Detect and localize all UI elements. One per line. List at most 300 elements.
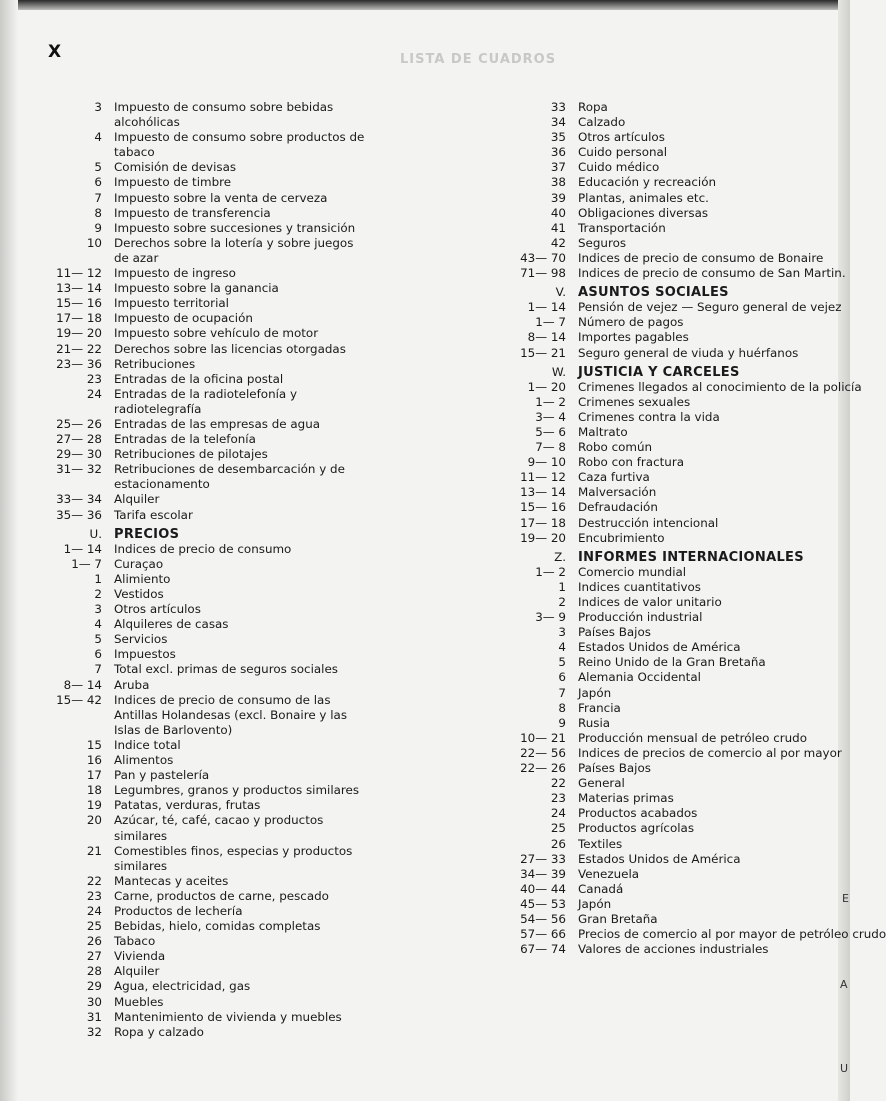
edge-letter: U xyxy=(840,1062,849,1075)
running-head: LISTA DE CUADROS xyxy=(400,52,557,67)
table-entry xyxy=(20,342,470,357)
table-entry xyxy=(20,647,470,662)
table-number: 22— 56 xyxy=(520,745,566,760)
table-title: Aruba xyxy=(114,677,150,692)
table-number: 36 xyxy=(550,145,566,160)
table-number: 17— 18 xyxy=(56,311,102,326)
table-entry xyxy=(472,251,850,266)
table-number: 19— 20 xyxy=(520,530,566,545)
table-entry xyxy=(20,357,470,372)
table-title: Total excl. primas de seguros sociales xyxy=(114,662,338,677)
table-entry xyxy=(20,236,470,266)
table-title: Malversación xyxy=(578,485,657,500)
table-number: 25— 26 xyxy=(56,416,102,431)
table-title: Obligaciones diversas xyxy=(578,205,709,220)
table-number: 4 xyxy=(558,640,566,655)
table-number: 54— 56 xyxy=(520,911,566,926)
left-column xyxy=(20,100,470,1040)
table-entry xyxy=(20,542,470,557)
table-entry xyxy=(20,919,470,934)
table-entry xyxy=(472,731,850,746)
table-number: 34— 39 xyxy=(520,866,566,881)
table-number: 35 xyxy=(550,130,566,145)
table-entry xyxy=(20,1025,470,1040)
table-number: 42 xyxy=(550,235,566,250)
table-number: 20 xyxy=(86,813,102,828)
table-number: 3— 9 xyxy=(535,610,566,625)
table-number: 10 xyxy=(86,235,102,250)
table-title: Crimenes contra la vida xyxy=(578,409,720,424)
table-title: Indices cuantitativos xyxy=(578,579,702,594)
table-number: 3 xyxy=(558,625,566,640)
table-number: 27— 33 xyxy=(520,851,566,866)
table-number: 6 xyxy=(94,175,102,190)
table-title: Impuesto de ocupación xyxy=(114,311,253,326)
table-entry xyxy=(20,206,470,221)
table-entry xyxy=(20,508,470,523)
table-entry xyxy=(472,145,850,160)
table-entry xyxy=(472,580,850,595)
table-title: Comercio mundial xyxy=(578,564,687,579)
section-letter: W. xyxy=(551,364,566,379)
table-number: 4 xyxy=(94,617,102,632)
table-title: Importes pagables xyxy=(578,330,689,345)
table-number: 25 xyxy=(86,919,102,934)
table-title: Patatas, verduras, frutas xyxy=(114,798,261,813)
table-number: 9 xyxy=(94,220,102,235)
table-number: 8 xyxy=(558,700,566,715)
table-entry xyxy=(472,100,850,115)
table-number: 7 xyxy=(558,685,566,700)
table-number: 28 xyxy=(86,964,102,979)
table-number: 3— 4 xyxy=(535,409,566,424)
table-number: 23 xyxy=(86,371,102,386)
table-title: Productos de lechería xyxy=(114,903,243,918)
table-title: Tabaco xyxy=(114,934,156,949)
table-title: Crimenes llegados al conocimiento de la policía xyxy=(578,379,862,394)
table-title: Países Bajos xyxy=(578,625,651,640)
table-entry xyxy=(472,655,850,670)
table-number: 16 xyxy=(86,753,102,768)
table-number: 8— 14 xyxy=(527,330,566,345)
table-title: Muebles xyxy=(114,994,164,1009)
table-title: Valores de acciones industriales xyxy=(578,942,769,957)
table-title: Impuesto sobre vehículo de motor xyxy=(114,326,319,341)
table-entry xyxy=(20,662,470,677)
table-number: 13— 14 xyxy=(56,281,102,296)
table-title: Mantecas y aceites xyxy=(114,873,229,888)
table-number: 29 xyxy=(86,979,102,994)
table-entry xyxy=(20,934,470,949)
table-title: Derechos sobre las licencias otorgadas xyxy=(114,341,346,356)
table-title: General xyxy=(578,776,625,791)
table-entry xyxy=(472,221,850,236)
table-entry xyxy=(20,874,470,889)
table-title: Defraudación xyxy=(578,500,658,515)
table-entry xyxy=(472,882,850,897)
table-title: Alimentos xyxy=(114,753,174,768)
table-number: 27 xyxy=(86,949,102,964)
table-title: Materias primas xyxy=(578,791,674,806)
table-title: Impuesto de ingreso xyxy=(114,266,236,281)
section-letter: Z. xyxy=(554,549,566,564)
table-entry xyxy=(472,516,850,531)
table-number: 6 xyxy=(94,647,102,662)
table-number: 1— 7 xyxy=(71,556,102,571)
table-title: Producción industrial xyxy=(578,610,703,625)
table-number: 35— 36 xyxy=(56,507,102,522)
table-number: 1 xyxy=(558,579,566,594)
table-entry xyxy=(472,379,862,395)
table-number: 19— 20 xyxy=(56,326,102,341)
section-heading xyxy=(472,285,850,300)
table-entry xyxy=(20,693,470,738)
table-number: 24 xyxy=(550,806,566,821)
table-entry xyxy=(472,610,850,625)
table-entry xyxy=(20,889,470,904)
section-title: INFORMES INTERNACIONALES xyxy=(578,549,804,565)
table-number: 34 xyxy=(550,115,566,130)
table-entry xyxy=(472,236,850,251)
table-number: 17— 18 xyxy=(520,515,566,530)
table-entry xyxy=(20,753,470,768)
table-entry xyxy=(472,315,850,330)
table-number: 1— 14 xyxy=(63,541,102,556)
table-entry xyxy=(20,266,470,281)
table-title: Tarifa escolar xyxy=(114,507,193,522)
table-title: Producción mensual de petróleo crudo xyxy=(578,730,807,745)
table-entry xyxy=(20,798,470,813)
table-entry xyxy=(472,485,850,500)
table-title: Calzado xyxy=(578,115,626,130)
table-number: 21— 22 xyxy=(56,341,102,356)
table-title: Canadá xyxy=(578,881,624,896)
table-title: Mantenimiento de vivienda y muebles xyxy=(114,1009,342,1024)
table-title: Alemania Occidental xyxy=(578,670,701,685)
table-title: Indices de precio de consumo de San Martin. xyxy=(578,266,846,281)
table-number: 71— 98 xyxy=(520,266,566,281)
page-binding-shadow xyxy=(0,0,18,1101)
table-number: 23— 36 xyxy=(56,356,102,371)
table-title: Ropa xyxy=(578,100,608,114)
table-entry xyxy=(472,791,850,806)
table-number: 41 xyxy=(550,220,566,235)
table-number: 10— 21 xyxy=(520,730,566,745)
table-entry xyxy=(472,115,850,130)
table-entry xyxy=(472,927,886,942)
section-title: PRECIOS xyxy=(114,526,180,542)
edge-letter: E xyxy=(842,892,849,905)
table-number: 22 xyxy=(86,873,102,888)
table-number: 11— 12 xyxy=(56,266,102,281)
table-entry xyxy=(472,206,850,221)
table-number: 15— 42 xyxy=(56,692,102,707)
table-entry xyxy=(20,557,470,572)
table-title: Retribuciones de desembarcación y de estacionamento xyxy=(114,462,345,492)
table-title: Robo con fractura xyxy=(578,455,685,470)
table-number: 8 xyxy=(94,205,102,220)
table-title: Impuesto territorial xyxy=(114,296,229,311)
table-number: 38 xyxy=(550,175,566,190)
table-title: Legumbres, granos y productos similares xyxy=(114,783,360,798)
table-title: Encubrimiento xyxy=(578,530,665,545)
table-title: Transportación xyxy=(578,220,666,235)
table-entry xyxy=(20,949,470,964)
section-title: JUSTICIA Y CARCELES xyxy=(578,364,740,380)
table-title: Seguro general de viuda y huérfanos xyxy=(578,345,799,360)
table-number: 3 xyxy=(94,100,102,114)
table-number: 1— 14 xyxy=(527,300,566,315)
table-title: Pan y pastelería xyxy=(114,768,210,783)
table-entry xyxy=(20,678,470,693)
table-number: 17 xyxy=(86,768,102,783)
table-title: Alquileres de casas xyxy=(114,617,229,632)
table-number: 33— 34 xyxy=(56,492,102,507)
table-entry xyxy=(20,296,470,311)
table-number: 11— 12 xyxy=(520,470,566,485)
table-title: Impuesto de consumo sobre productos de tabaco xyxy=(114,130,365,160)
table-number: 18 xyxy=(86,783,102,798)
table-entry xyxy=(472,330,850,345)
table-entry xyxy=(20,221,470,236)
table-number: 24 xyxy=(86,386,102,401)
table-entry xyxy=(472,942,850,957)
table-entry xyxy=(20,100,470,130)
section-letter: V. xyxy=(555,285,566,300)
table-title: Entradas de la oficina postal xyxy=(114,371,284,386)
table-number: 30 xyxy=(86,994,102,1009)
table-number: 1— 2 xyxy=(535,394,566,409)
table-entry xyxy=(472,191,850,206)
table-title: Entradas de la radiotelefonía y radiotelegrafía xyxy=(114,386,298,416)
table-number: 5 xyxy=(94,160,102,175)
table-entry xyxy=(20,387,470,417)
table-entry xyxy=(472,266,850,281)
table-title: Comisión de devisas xyxy=(114,160,237,175)
table-title: Reino Unido de la Gran Bretaña xyxy=(578,655,766,670)
table-title: Vestidos xyxy=(114,587,164,601)
table-entry xyxy=(20,1010,470,1025)
table-title: Curaçao xyxy=(114,556,164,571)
table-entry xyxy=(472,912,850,927)
table-number: 24 xyxy=(86,903,102,918)
table-number: 67— 74 xyxy=(520,942,566,957)
table-entry xyxy=(472,776,850,791)
table-entry xyxy=(472,837,850,852)
table-entry xyxy=(20,587,470,602)
table-title: Ropa y calzado xyxy=(114,1024,204,1039)
table-title: Vivienda xyxy=(114,949,166,964)
table-entry xyxy=(472,346,850,361)
table-entry xyxy=(472,500,850,515)
table-title: Educación y recreación xyxy=(578,175,717,190)
table-entry xyxy=(472,470,850,485)
table-number: 1— 7 xyxy=(535,315,566,330)
section-title: ASUNTOS SOCIALES xyxy=(578,285,729,301)
table-number: 15— 21 xyxy=(520,345,566,360)
table-title: Cuido personal xyxy=(578,145,668,160)
table-title: Impuestos xyxy=(114,647,176,662)
table-number: 33 xyxy=(550,100,566,114)
table-entry xyxy=(472,806,850,821)
table-entry xyxy=(20,738,470,753)
table-entry xyxy=(20,979,470,994)
table-number: 23 xyxy=(86,888,102,903)
table-entry xyxy=(472,821,850,836)
section-letter: U. xyxy=(89,526,102,541)
table-title: Azúcar, té, café, cacao y productos similares xyxy=(114,813,324,843)
page-top-edge xyxy=(0,0,850,10)
table-title: Impuesto sobre la ganancia xyxy=(114,281,279,296)
table-entry xyxy=(20,160,470,175)
right-column xyxy=(472,100,886,957)
table-title: Productos agrícolas xyxy=(578,821,695,836)
table-number: 4 xyxy=(94,130,102,145)
table-entry xyxy=(20,995,470,1010)
table-number: 45— 53 xyxy=(520,896,566,911)
section-heading xyxy=(472,550,850,565)
table-number: 6 xyxy=(558,670,566,685)
table-number: 7 xyxy=(94,662,102,677)
table-entry xyxy=(20,311,470,326)
table-title: Gran Bretaña xyxy=(578,911,658,926)
table-entry xyxy=(20,130,470,160)
table-title: Agua, electricidad, gas xyxy=(114,979,251,994)
table-entry xyxy=(20,632,470,647)
table-entry xyxy=(20,326,470,341)
table-title: Alimiento xyxy=(114,571,171,586)
table-entry xyxy=(472,300,850,315)
table-title: Retribuciones de pilotajes xyxy=(114,447,268,462)
table-number: 40— 44 xyxy=(520,881,566,896)
table-title: Bebidas, hielo, comidas completas xyxy=(114,919,321,934)
table-number: 5— 6 xyxy=(535,424,566,439)
table-entry xyxy=(472,565,850,580)
table-title: Otros artículos xyxy=(114,602,201,617)
table-number: 2 xyxy=(558,595,566,609)
table-number: 2 xyxy=(94,587,102,601)
table-title: Impuesto de timbre xyxy=(114,175,232,190)
table-number: 15— 16 xyxy=(520,500,566,515)
table-entry xyxy=(472,867,850,882)
table-entry xyxy=(20,783,470,798)
edge-letter: A xyxy=(840,978,848,991)
table-number: 21 xyxy=(86,843,102,858)
table-entry xyxy=(472,701,850,716)
table-number: 29— 30 xyxy=(56,447,102,462)
table-entry xyxy=(20,447,470,462)
table-title: Entradas de las empresas de agua xyxy=(114,416,321,431)
table-number: 27— 28 xyxy=(56,432,102,447)
table-number: 1— 2 xyxy=(535,564,566,579)
table-entry xyxy=(472,160,850,175)
table-title: Alquiler xyxy=(114,964,160,979)
table-entry xyxy=(472,716,850,731)
table-title: Rusia xyxy=(578,715,611,730)
table-title: Impuesto de consumo sobre bebidas alcohólicas xyxy=(114,100,334,130)
table-number: 19 xyxy=(86,798,102,813)
table-title: Indices de precio de consumo de Bonaire xyxy=(578,250,824,265)
table-number: 26 xyxy=(86,934,102,949)
table-number: 31 xyxy=(86,1009,102,1024)
table-title: Indices de valor unitario xyxy=(578,595,722,609)
table-entry xyxy=(20,844,470,874)
table-number: 1 xyxy=(94,571,102,586)
table-entry xyxy=(20,175,470,190)
table-entry xyxy=(472,440,850,455)
table-entry xyxy=(20,462,470,492)
table-number: 22— 26 xyxy=(520,761,566,776)
table-title: Impuesto sobre succesiones y transición xyxy=(114,220,356,235)
table-number: 9 xyxy=(558,715,566,730)
table-title: Francia xyxy=(578,700,621,715)
table-title: Maltrato xyxy=(578,424,628,439)
table-number: 15 xyxy=(86,737,102,752)
table-number: 23 xyxy=(550,791,566,806)
table-title: Indices de precios de comercio al por mayor xyxy=(578,745,842,760)
table-title: Crimenes sexuales xyxy=(578,394,691,409)
table-title: Productos acabados xyxy=(578,806,698,821)
table-entry xyxy=(472,670,850,685)
table-number: 13— 14 xyxy=(520,485,566,500)
table-title: Retribuciones xyxy=(114,356,196,371)
table-title: Plantas, animales etc. xyxy=(578,190,709,205)
section-heading xyxy=(472,365,850,380)
table-entry xyxy=(472,595,850,610)
table-number: 1— 20 xyxy=(527,379,566,394)
table-entry xyxy=(20,492,470,507)
table-entry xyxy=(472,640,850,655)
table-entry xyxy=(472,130,850,145)
table-title: Carne, productos de carne, pescado xyxy=(114,888,329,903)
table-number: 5 xyxy=(558,655,566,670)
table-number: 3 xyxy=(94,602,102,617)
table-title: Seguros xyxy=(578,235,627,250)
table-title: Estados Unidos de América xyxy=(578,851,741,866)
page-number: X xyxy=(48,42,62,62)
table-number: 25 xyxy=(550,821,566,836)
table-entry xyxy=(20,191,470,206)
table-number: 9— 10 xyxy=(527,455,566,470)
table-entry xyxy=(472,852,850,867)
table-number: 57— 66 xyxy=(520,927,566,942)
table-entry xyxy=(472,531,850,546)
table-entry xyxy=(20,813,470,843)
table-title: Japón xyxy=(578,685,612,700)
table-title: Servicios xyxy=(114,632,168,647)
table-title: Comestibles finos, especias y productos similares xyxy=(114,843,353,873)
table-entry xyxy=(472,395,850,410)
table-number: 5 xyxy=(94,632,102,647)
table-entry xyxy=(472,425,850,440)
table-number: 7— 8 xyxy=(535,440,566,455)
table-title: Japón xyxy=(578,896,612,911)
table-title: Países Bajos xyxy=(578,761,651,776)
table-title: Número de pagos xyxy=(578,315,684,330)
table-title: Venezuela xyxy=(578,866,640,881)
table-entry xyxy=(20,964,470,979)
table-entry xyxy=(20,417,470,432)
table-entry xyxy=(20,617,470,632)
table-entry xyxy=(20,602,470,617)
table-title: Precios de comercio al por mayor de petróleo crudo xyxy=(578,927,886,942)
table-title: Impuesto de transferencia xyxy=(114,205,271,220)
table-title: Caza furtiva xyxy=(578,470,650,485)
table-number: 43— 70 xyxy=(520,250,566,265)
table-entry xyxy=(472,410,850,425)
table-title: Cuido médico xyxy=(578,160,660,175)
table-entry xyxy=(20,904,470,919)
